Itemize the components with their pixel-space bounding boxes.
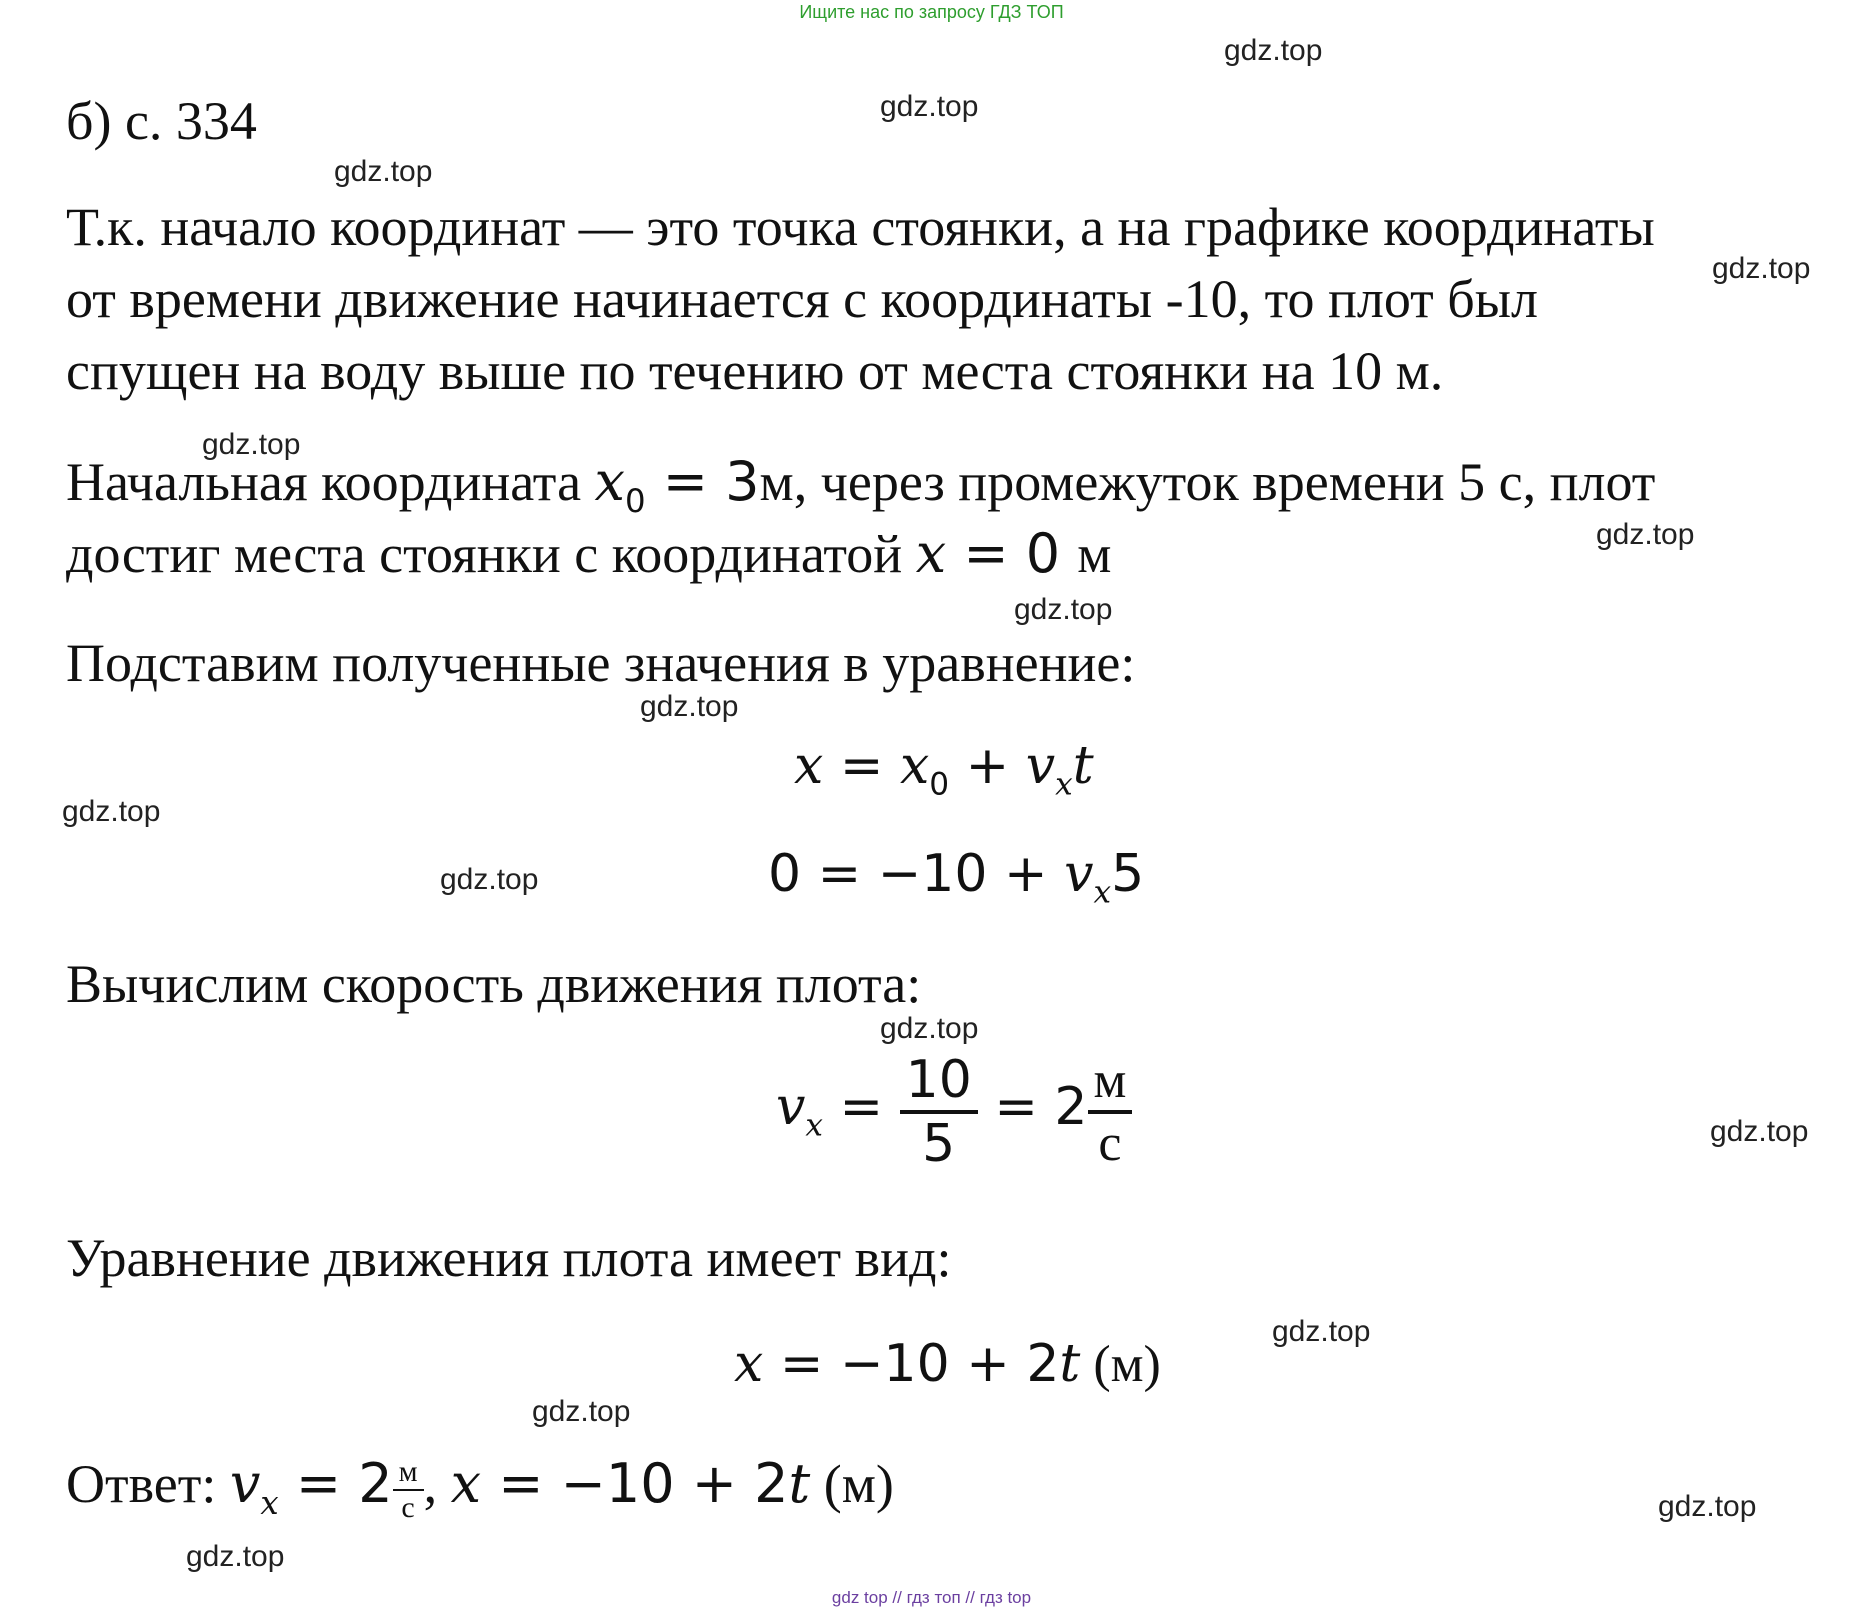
watermark: gdz.top (880, 1012, 979, 1045)
watermark: gdz.top (880, 90, 979, 123)
compute-velocity-text: Вычислим скорость движения плота: (66, 954, 922, 1014)
watermark: gdz.top (1710, 1115, 1809, 1148)
watermark: gdz.top (186, 1540, 285, 1573)
watermark: gdz.top (1272, 1315, 1371, 1348)
equation-motion-general: $x = x_0 + v_xt$ (794, 736, 1094, 803)
watermark: gdz.top (1224, 34, 1323, 67)
explanation-line: Т.к. начало координат — это точка стоянки, а на графике координаты (66, 197, 1655, 257)
explanation-line: от времени движение начинается с координаты -10, то плот был (66, 269, 1538, 329)
watermark: gdz.top (202, 428, 301, 461)
watermark: gdz.top (1658, 1490, 1757, 1523)
watermark: gdz.top (440, 863, 539, 896)
substitute-text: Подставим полученные значения в уравнение: (66, 633, 1136, 693)
equation-velocity: $v_x$ = $\frac{10}{5}$ = 2 $\frac{м}{с}$ (776, 1050, 1132, 1174)
watermark: gdz.top (62, 795, 161, 828)
answer-unit-fraction: $\frac{м}{с}$ (393, 1455, 424, 1525)
watermark: gdz.top (532, 1395, 631, 1428)
fraction-ten-over-five: $\frac{10}{5}$ (900, 1050, 978, 1174)
final-coordinate-line: достиг места стоянки с координатой x = 0 м (66, 522, 1112, 585)
problem-heading: б) с. 334 (66, 91, 257, 151)
answer-line: Ответ: $v_x = 2$ $\frac{м}{с}$ , x = −10 + 2t (м) (66, 1452, 894, 1524)
equation-substituted: $0 = -10 + v_x5$ (768, 844, 1145, 911)
watermark: gdz.top (640, 690, 739, 723)
equation-intro-text: Уравнение движения плота имеет вид: (66, 1228, 952, 1288)
top-banner: Ищите нас по запросу ГДЗ ТОП (799, 2, 1064, 22)
watermark: gdz.top (334, 155, 433, 188)
footer-links: gdz top // гдз топ // гдз top (831, 1588, 1032, 1607)
watermark: gdz.top (1014, 593, 1113, 626)
watermark: gdz.top (1712, 252, 1811, 285)
unit-fraction: $\frac{м}{с}$ (1088, 1051, 1133, 1173)
watermark: gdz.top (1596, 518, 1695, 551)
equation-motion-final: x = −10 + 2t (м) (734, 1334, 1161, 1394)
explanation-line: спущен на воду выше по течению от места стоянки на 10 м. (66, 341, 1444, 401)
initial-coordinate-line: Начальная координата $x_0 = 3м$, через промежуток времени 5 с, плот (66, 450, 1656, 520)
